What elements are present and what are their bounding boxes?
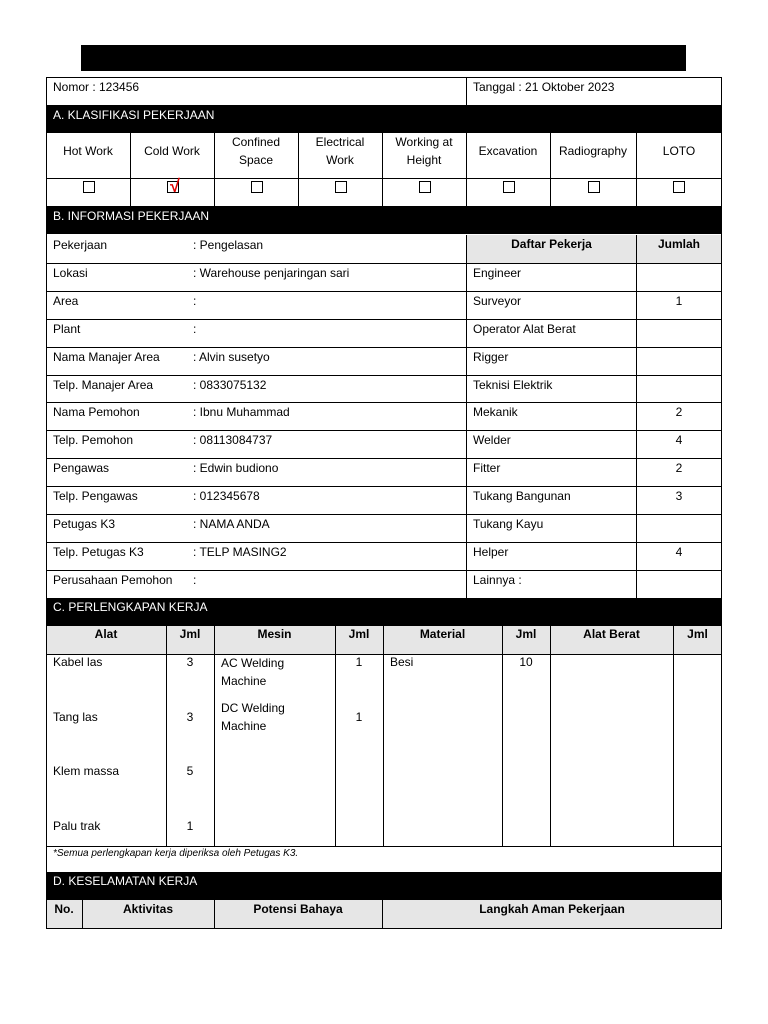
- job-info-label: Lokasi: [53, 266, 88, 280]
- job-info-value: : Alvin susetyo: [193, 350, 270, 364]
- job-info-value: :: [193, 573, 197, 587]
- job-info-value: : Pengelasan: [193, 238, 264, 252]
- worker-count: 1: [675, 294, 683, 308]
- alat-qty: 3: [186, 655, 194, 669]
- work-type-cold-work: Cold Work: [144, 144, 200, 158]
- col-mesin: Mesin: [257, 627, 292, 641]
- col-alat: Alat: [94, 627, 118, 641]
- job-info-value: :: [193, 322, 197, 336]
- job-info-value: : Edwin budiono: [193, 461, 279, 475]
- col-langkah-aman: Langkah Aman Pekerjaan: [479, 902, 625, 916]
- alat-qty: 3: [186, 710, 194, 724]
- mesin-item-line1: AC Welding: [221, 656, 285, 670]
- job-info-label: Perusahaan Pemohon: [53, 573, 173, 587]
- material-qty: 10: [519, 655, 533, 669]
- alat-item: Palu trak: [53, 819, 101, 833]
- worker-count: 4: [675, 433, 683, 447]
- worker-count: 2: [675, 461, 683, 475]
- job-info-value: :: [193, 294, 197, 308]
- checkbox-hot-work[interactable]: [83, 181, 95, 193]
- job-info-label: Pekerjaan: [53, 238, 108, 252]
- col-potensi-bahaya: Potensi Bahaya: [253, 902, 343, 916]
- col-aktivitas: Aktivitas: [122, 902, 174, 916]
- work-permit-form: [46, 77, 722, 929]
- mesin-item-line2: Machine: [221, 719, 267, 733]
- worker-role: Surveyor: [473, 294, 522, 308]
- job-info-label: Telp. Pengawas: [53, 489, 138, 503]
- job-info-value: : 0833075132: [193, 378, 267, 392]
- work-type-radiography: Radiography: [558, 144, 628, 158]
- workers-count-header: Jumlah: [657, 237, 700, 251]
- worker-count: 4: [675, 545, 683, 559]
- job-info-label: Telp. Manajer Area: [53, 378, 154, 392]
- col-alat-berat-jml: Jml: [687, 627, 708, 641]
- job-info-label: Petugas K3: [53, 517, 116, 531]
- alat-qty: 1: [186, 819, 194, 833]
- mesin-item-line1: DC Welding: [221, 701, 285, 715]
- mesin-qty: 1: [355, 655, 363, 669]
- equipment-note: *Semua perlengkapan kerja diperiksa oleh Petugas K3.: [53, 848, 299, 859]
- job-info-value: : TELP MASING2: [193, 545, 287, 559]
- col-material: Material: [419, 627, 466, 641]
- worker-role: Teknisi Elektrik: [473, 378, 553, 392]
- section-a-title: A. KLASIFIKASI PEKERJAAN: [46, 105, 722, 133]
- worker-role: Helper: [473, 545, 509, 559]
- job-info-label: Plant: [53, 322, 81, 336]
- job-info-value: : Warehouse penjaringan sari: [193, 266, 350, 280]
- permit-date: Tanggal : 21 Oktober 2023: [473, 80, 615, 94]
- form-title-bar: [81, 45, 686, 71]
- section-b-title: B. INFORMASI PEKERJAAN: [46, 206, 722, 234]
- job-info-label: Pengawas: [53, 461, 110, 475]
- alat-item: Tang las: [53, 710, 98, 724]
- job-info-value: : NAMA ANDA: [193, 517, 270, 531]
- work-type-confined-space: Confined Space: [231, 135, 281, 167]
- worker-role: Operator Alat Berat: [473, 322, 576, 336]
- section-d-title: D. KESELAMATAN KERJA: [46, 872, 722, 900]
- worker-role: Lainnya :: [473, 573, 522, 587]
- checkbox-excavation[interactable]: [503, 181, 515, 193]
- work-type-loto: LOTO: [662, 144, 696, 158]
- worker-count: 2: [675, 405, 683, 419]
- alat-item: Klem massa: [53, 764, 120, 778]
- section-c-title: C. PERLENGKAPAN KERJA: [46, 598, 722, 626]
- worker-count: 3: [675, 489, 683, 503]
- worker-role: Tukang Kayu: [473, 517, 544, 531]
- job-info-label: Nama Manajer Area: [53, 350, 160, 364]
- worker-role: Rigger: [473, 350, 509, 364]
- worker-role: Fitter: [473, 461, 501, 475]
- checkbox-electrical-work[interactable]: [335, 181, 347, 193]
- mesin-qty: 1: [355, 710, 363, 724]
- alat-item: Kabel las: [53, 655, 103, 669]
- worker-role: Engineer: [473, 266, 522, 280]
- col-no: No.: [54, 902, 74, 916]
- job-info-value: : Ibnu Muhammad: [193, 405, 290, 419]
- job-info-label: Nama Pemohon: [53, 405, 140, 419]
- alat-qty: 5: [186, 764, 194, 778]
- work-type-hot-work: Hot Work: [63, 144, 113, 158]
- col-alat-jml: Jml: [179, 627, 201, 641]
- workers-list-header: Daftar Pekerja: [511, 237, 592, 251]
- work-type-excavation: Excavation: [478, 144, 538, 158]
- job-info-value: : 012345678: [193, 489, 260, 503]
- col-material-jml: Jml: [515, 627, 537, 641]
- work-type-working-at-height: Working at Height: [395, 135, 453, 167]
- col-mesin-jml: Jml: [348, 627, 370, 641]
- worker-role: Tukang Bangunan: [473, 489, 571, 503]
- material-item: Besi: [390, 655, 414, 669]
- mesin-item-line2: Machine: [221, 674, 267, 688]
- col-alat-berat: Alat Berat: [583, 627, 640, 641]
- job-info-label: Telp. Pemohon: [53, 433, 134, 447]
- job-info-value: : 08113084737: [193, 433, 273, 447]
- checkbox-radiography[interactable]: [588, 181, 600, 193]
- worker-role: Mekanik: [473, 405, 518, 419]
- checkbox-confined-space[interactable]: [251, 181, 263, 193]
- work-type-electrical-work: Electrical Work: [315, 135, 365, 167]
- job-info-label: Area: [53, 294, 79, 308]
- permit-number: Nomor : 123456: [53, 80, 140, 94]
- checkbox-loto[interactable]: [673, 181, 685, 193]
- checkbox-working-at-height[interactable]: [419, 181, 431, 193]
- job-info-label: Telp. Petugas K3: [53, 545, 144, 559]
- check-mark-icon: √: [170, 176, 180, 196]
- worker-role: Welder: [473, 433, 511, 447]
